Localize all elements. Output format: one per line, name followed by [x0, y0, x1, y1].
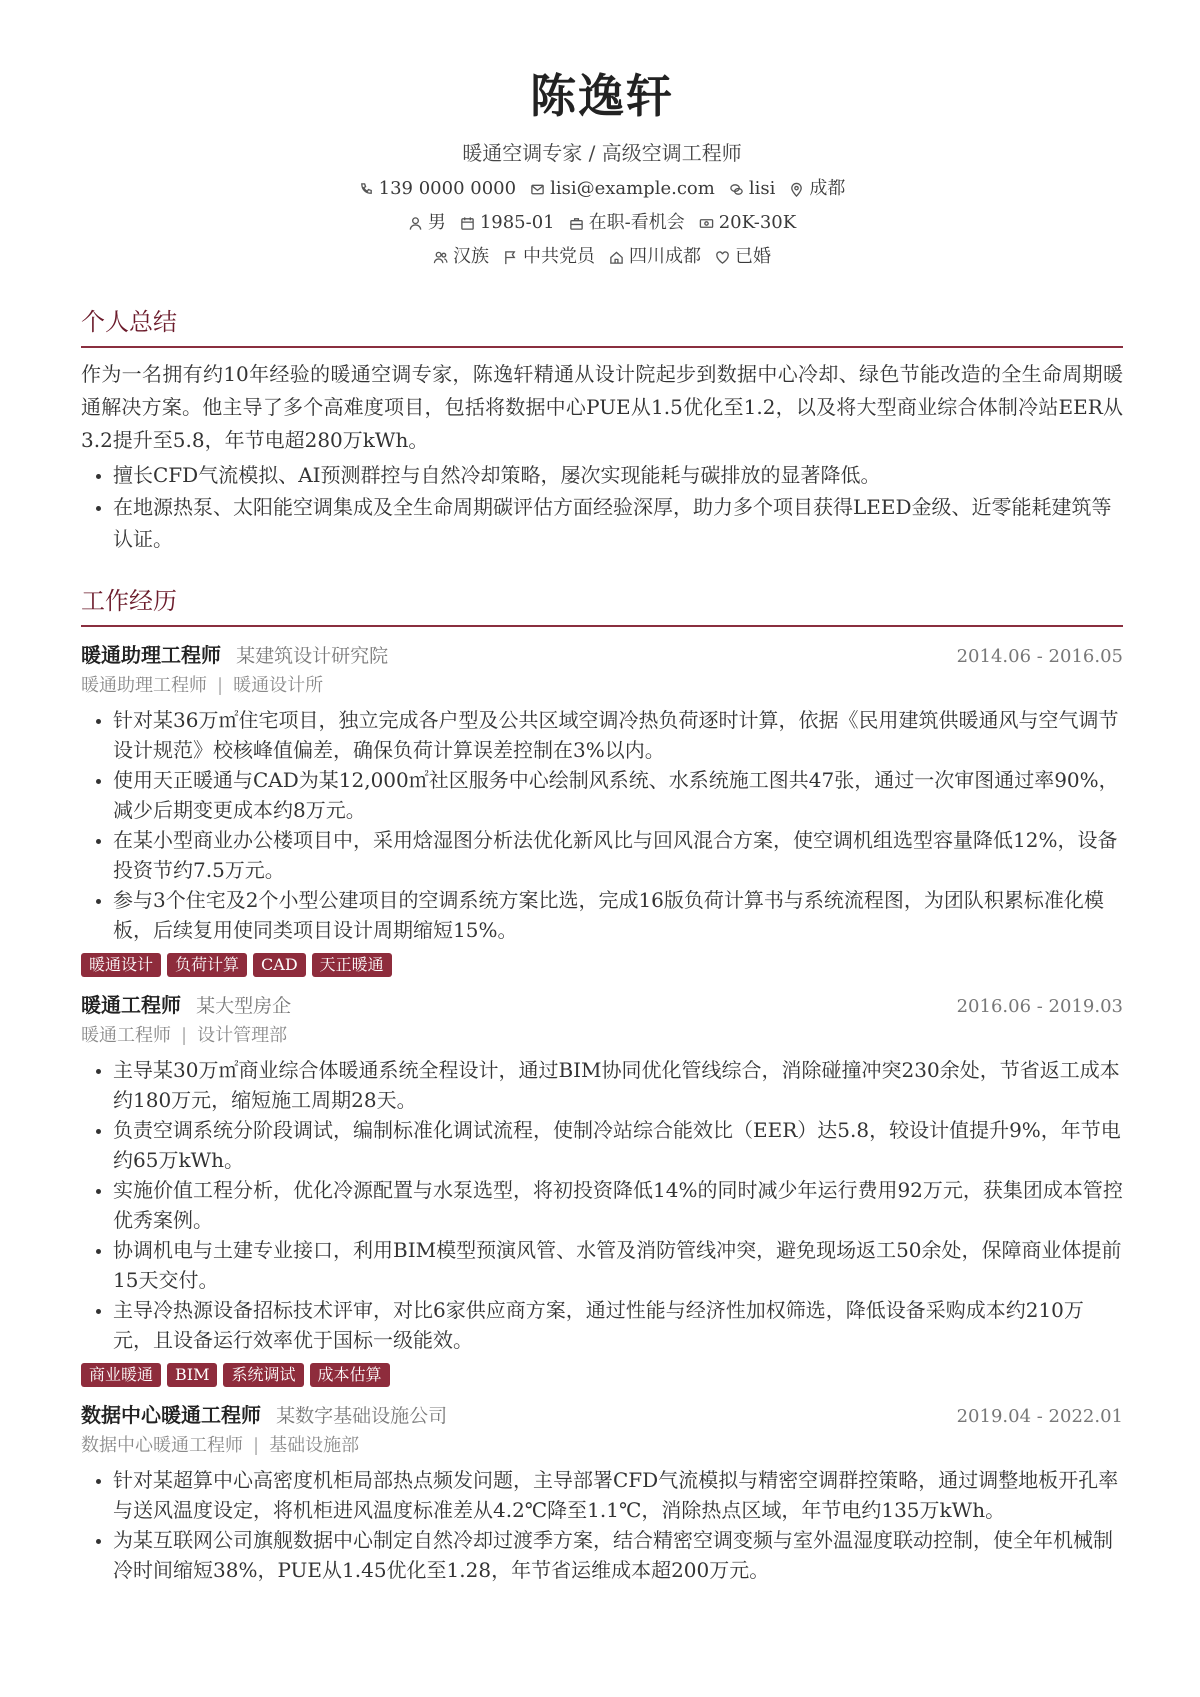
flag-icon	[503, 250, 518, 265]
resume-page	[81, 0, 1123, 1585]
status-item	[569, 206, 685, 240]
person-icon	[408, 216, 423, 231]
skill-tag: CAD	[253, 953, 306, 977]
summary-paragraph: 作为一名拥有约10年经验的暖通空调专家，陈逸轩精通从设计院起步到数据中心冷却、绿色节能改造的全生命周期暖通解决方案。他主导了多个高难度项目，包括将数据中心PUE从1.5优化至1.2，以及将大型商业综合体制冷站EER从3.2提升至5.8，年节电超280万kWh。	[81, 362, 1123, 452]
birth-text: 1985-01	[479, 212, 555, 233]
skill-tag: 商业暖通	[81, 1363, 161, 1387]
hometown-text: 四川成都	[629, 246, 701, 267]
phone-icon	[359, 182, 374, 197]
job-bullet: • 参与3个住宅及2个小型公建项目的空调系统方案比选，完成16版负荷计算书与系统流程图，为团队积累标准化模板，后续复用使同类项目设计周期缩短15%。	[113, 885, 1123, 945]
job-company: 某建筑设计研究院	[236, 645, 389, 667]
work-section	[81, 581, 1123, 1585]
skill-tag: BIM	[167, 1363, 217, 1387]
skill-tags	[81, 1363, 1123, 1387]
gender-text: 男	[427, 212, 446, 233]
job-position: 数据中心暖通工程师	[81, 1435, 243, 1456]
job-entry	[81, 1399, 1123, 1585]
salary-item	[699, 206, 796, 240]
party-item	[503, 240, 595, 274]
job-position: 暖通工程师	[81, 1025, 171, 1046]
job-company: 某大型房企	[196, 995, 292, 1017]
gender-item	[408, 206, 446, 240]
job-title: 暖通助理工程师	[81, 643, 221, 667]
candidate-name: 陈逸轩	[530, 69, 674, 123]
status-text: 在职-看机会	[588, 212, 685, 233]
wechat-icon	[729, 182, 744, 197]
wechat-text: lisi	[748, 178, 776, 199]
job-bullet: • 在某小型商业办公楼项目中，采用焓湿图分析法优化新风比与回风混合方案，使空调机组选型容量降低12%，设备投资节约7.5万元。	[113, 825, 1123, 885]
job-heading	[81, 989, 291, 1023]
email-text: lisi@example.com	[550, 178, 715, 199]
summary-bullet: • 在地源热泵、太阳能空调集成及全生命周期碳评估方面经验深厚，助力多个项目获得LEED金级、近零能耗建筑等认证。	[113, 491, 1123, 555]
job-position: 暖通助理工程师	[81, 675, 207, 696]
calendar-icon	[460, 216, 475, 231]
salary-text: 20K-30K	[718, 212, 797, 233]
job-bullet: • 主导某30万㎡商业综合体暖通系统全程设计，通过BIM协同优化管线综合，消除碰撞冲突230余处，节省返工成本约180万元，缩短施工周期28天。	[113, 1055, 1123, 1115]
wechat-item[interactable]	[729, 172, 776, 206]
job-subline	[81, 1021, 1123, 1051]
location-text: 成都	[809, 178, 846, 199]
job-entry	[81, 989, 1123, 1387]
job-bullet: • 针对某36万㎡住宅项目，独立完成各户型及公共区域空调冷热负荷逐时计算，依据《民用建筑供暖通风与空气调节设计规范》校核峰值偏差，确保负荷计算误差控制在3%以内。	[113, 705, 1123, 765]
heart-icon	[715, 250, 730, 265]
job-bullet: • 负责空调系统分阶段调试，编制标准化调试流程，使制冷站综合能效比（EER）达5.8，较设计值提升9%，年节电约65万kWh。	[113, 1115, 1123, 1175]
job-date: 2016.06 - 2019.03	[956, 996, 1123, 1017]
job-heading	[81, 639, 388, 673]
candidate-role: 暖通空调专家 / 高级空调工程师	[462, 141, 742, 165]
job-title: 数据中心暖通工程师	[81, 1403, 261, 1427]
home-icon	[609, 250, 624, 265]
mail-icon	[530, 182, 545, 197]
email-item[interactable]	[530, 172, 715, 206]
job-bullet: • 为某互联网公司旗舰数据中心制定自然冷却过渡季方案，结合精密空调变频与室外温湿度联动控制，使全年机械制冷时间缩短38%，PUE从1.45优化至1.28，年节省运维成本超200万元。	[113, 1525, 1123, 1585]
ethnicity-text: 汉族	[453, 246, 489, 267]
briefcase-icon	[569, 216, 584, 231]
hometown-item	[609, 240, 701, 274]
job-bullets	[81, 1465, 1123, 1585]
skill-tag: 系统调试	[223, 1363, 303, 1387]
job-bullets	[81, 705, 1123, 945]
job-heading	[81, 1399, 447, 1433]
job-bullet: • 实施价值工程分析，优化冷源配置与水泵选型，将初投资降低14%的同时减少年运行费用92万元，获集团成本管控优秀案例。	[113, 1175, 1123, 1235]
job-bullet: • 主导冷热源设备招标技术评审，对比6家供应商方案，通过性能与经济性加权筛选，降低设备采购成本约210万元，且设备运行效率优于国标一级能效。	[113, 1295, 1123, 1355]
skill-tag: 天正暖通	[312, 953, 392, 977]
job-title: 暖通工程师	[81, 993, 181, 1017]
skill-tag: 成本估算	[310, 1363, 390, 1387]
money-icon	[699, 216, 714, 231]
job-bullets	[81, 1055, 1123, 1355]
skill-tag: 暖通设计	[81, 953, 161, 977]
people-icon	[433, 250, 448, 265]
divider: |	[253, 1435, 260, 1456]
phone-item[interactable]	[359, 172, 516, 206]
contact-row	[81, 172, 1123, 206]
phone-text: 139 0000 0000	[378, 178, 517, 199]
personal-row	[81, 206, 1123, 240]
job-dept: 设计管理部	[197, 1025, 288, 1046]
job-subline	[81, 671, 1123, 701]
marital-text: 已婚	[735, 246, 771, 267]
marital-item	[715, 240, 771, 274]
birth-item	[460, 206, 555, 240]
skill-tags	[81, 953, 1123, 977]
job-company: 某数字基础设施公司	[276, 1405, 448, 1427]
job-header	[81, 1399, 1123, 1431]
job-bullet: • 使用天正暖通与CAD为某12,000㎡社区服务中心绘制风系统、水系统施工图共47张，通过一次审图通过率90%，减少后期变更成本约8万元。	[113, 765, 1123, 825]
party-text: 中共党员	[523, 246, 595, 267]
job-entry	[81, 639, 1123, 977]
job-header	[81, 989, 1123, 1021]
divider: |	[217, 675, 224, 696]
job-bullet: • 协调机电与土建专业接口，利用BIM模型预演风管、水管及消防管线冲突，避免现场返工50余处，保障商业体提前15天交付。	[113, 1235, 1123, 1295]
summary-bullets	[81, 459, 1123, 555]
summary-section	[81, 302, 1123, 555]
job-header	[81, 639, 1123, 671]
location-item	[789, 172, 845, 206]
ethnicity-item	[433, 240, 489, 274]
divider: |	[181, 1025, 188, 1046]
job-dept: 基础设施部	[269, 1435, 360, 1456]
skill-tag: 负荷计算	[167, 953, 247, 977]
job-bullet: • 针对某超算中心高密度机柜局部热点频发问题，主导部署CFD气流模拟与精密空调群控策略，通过调整地板开孔率与送风温度设定，将机柜进风温度标准差从4.2℃降至1.1℃，消除热点区域，年节电约135万kWh。	[113, 1465, 1123, 1525]
job-dept: 暖通设计所	[233, 675, 324, 696]
job-date: 2019.04 - 2022.01	[956, 1406, 1123, 1427]
job-subline	[81, 1431, 1123, 1461]
job-date: 2014.06 - 2016.05	[956, 646, 1123, 667]
summary-title: 个人总结	[81, 302, 1123, 348]
summary-bullet: • 擅长CFD气流模拟、AI预测群控与自然冷却策略，屡次实现能耗与碳排放的显著降低。	[113, 459, 1123, 491]
work-title: 工作经历	[81, 581, 1123, 627]
background-row	[81, 240, 1123, 274]
location-icon	[789, 182, 804, 197]
